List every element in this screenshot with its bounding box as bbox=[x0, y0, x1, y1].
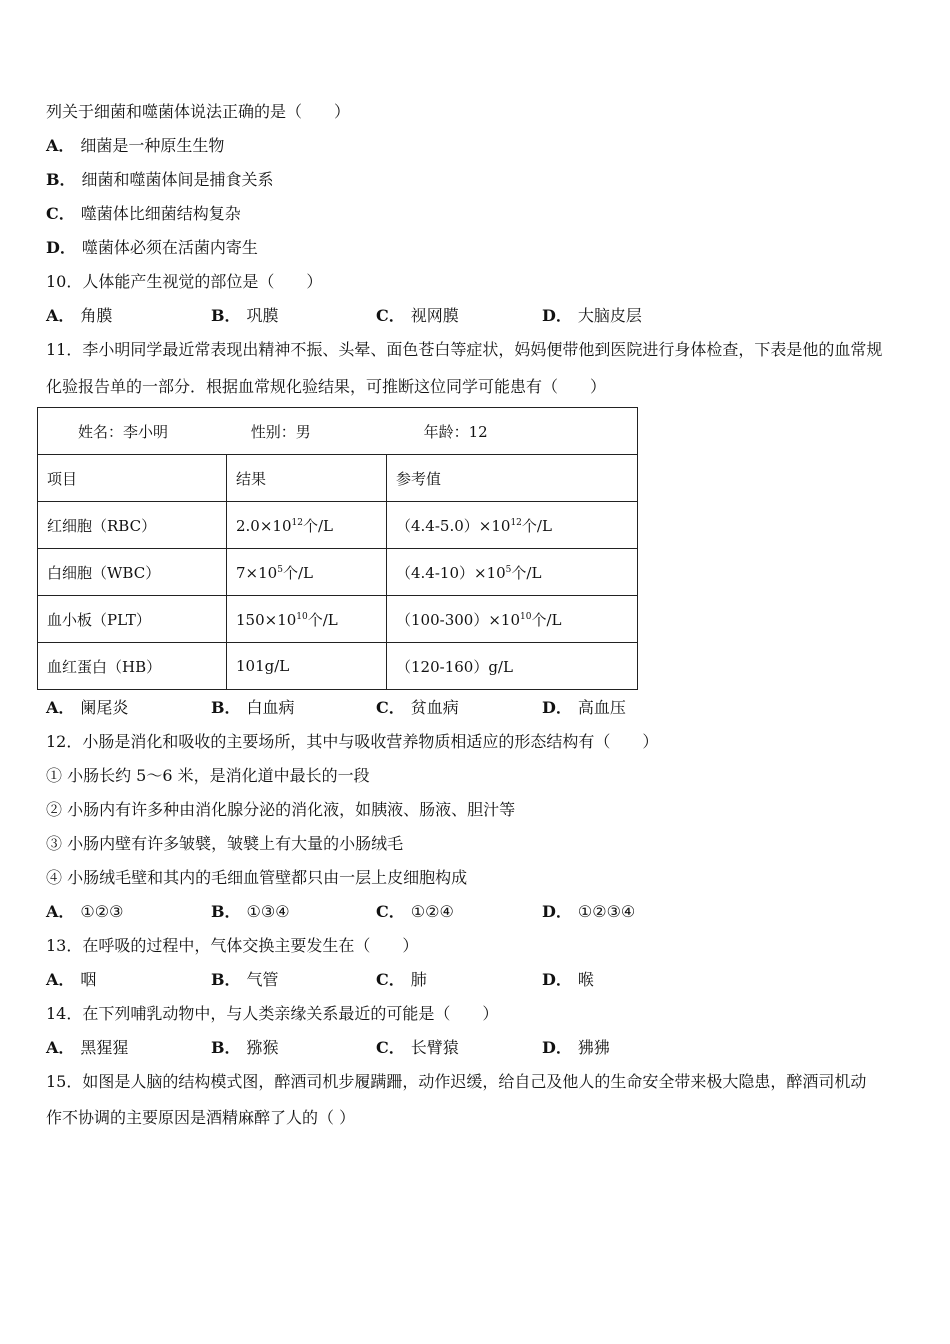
row-result: $150\times 10^{10}$个/L bbox=[227, 596, 387, 643]
row-result: $2.0\times 10^{12}$个/L bbox=[227, 502, 387, 549]
row-item: 血小板（PLT） bbox=[38, 596, 227, 643]
col-header-result: 结果 bbox=[227, 455, 387, 502]
table-column-headers bbox=[38, 455, 638, 502]
report-header-row bbox=[38, 408, 638, 455]
q9-option-d: D． 噬菌体必须在活菌内寄生 bbox=[46, 238, 258, 257]
q14-option-d: D． 狒狒 bbox=[542, 1038, 610, 1057]
q14-option-b: B． 猕猴 bbox=[211, 1038, 279, 1057]
q10-option-c: C． 视网膜 bbox=[376, 306, 459, 325]
col-header-item: 项目 bbox=[38, 455, 227, 502]
q12-statement-1: ① 小肠长约 5～6 米，是消化道中最长的一段 bbox=[46, 766, 370, 785]
q13-option-a: A． 咽 bbox=[46, 970, 97, 989]
row-item: 白细胞（WBC） bbox=[38, 549, 227, 596]
q14-stem: 14．在下列哺乳动物中，与人类亲缘关系最近的可能是（ ） bbox=[46, 1004, 499, 1023]
q11-option-b: B． 白血病 bbox=[211, 698, 295, 717]
q11-stem-line1: 11．李小明同学最近常表现出精神不振、头晕、面色苍白等症状，妈妈便带他到医院进行身体检查，下表是他的血常规 bbox=[46, 340, 883, 359]
patient-name: 姓名：李小明 bbox=[78, 422, 169, 441]
row-item: 血红蛋白（HB） bbox=[38, 643, 227, 690]
q13-option-b: B． 气管 bbox=[211, 970, 279, 989]
row-reference: $(100-300)\times 10^{10}$个/L bbox=[387, 596, 638, 643]
q11-option-d: D． 高血压 bbox=[542, 698, 626, 717]
q12-stem: 12．小肠是消化和吸收的主要场所，其中与吸收营养物质相适应的形态结构有（ ） bbox=[46, 732, 659, 751]
q12-option-a: A． ①②③ bbox=[46, 902, 124, 921]
row-result: 101g/L bbox=[227, 643, 387, 690]
blood-report-table bbox=[37, 407, 638, 690]
q10-stem: 10．人体能产生视觉的部位是（ ） bbox=[46, 272, 323, 291]
q12-statement-3: ③ 小肠内壁有许多皱襞，皱襞上有大量的小肠绒毛 bbox=[46, 834, 404, 853]
q12-statement-4: ④ 小肠绒毛壁和其内的毛细血管壁都只由一层上皮细胞构成 bbox=[46, 868, 468, 887]
q14-option-c: C． 长臂猿 bbox=[376, 1038, 459, 1057]
q9-option-a: A． 细菌是一种原生生物 bbox=[46, 136, 225, 155]
q13-stem: 13．在呼吸的过程中，气体交换主要发生在（ ） bbox=[46, 936, 419, 955]
q15-stem-line2: 作不协调的主要原因是酒精麻醉了人的（ ） bbox=[46, 1108, 356, 1127]
q9-stem: 列关于细菌和噬菌体说法正确的是（ ） bbox=[46, 102, 351, 121]
q10-option-b: B． 巩膜 bbox=[211, 306, 279, 325]
table-row bbox=[38, 549, 638, 596]
row-reference: $(4.4-5.0)\times 10^{12}$个/L bbox=[387, 502, 638, 549]
q13-option-d: D． 喉 bbox=[542, 970, 594, 989]
q15-stem-line1: 15．如图是人脑的结构模式图，醉酒司机步履蹒跚，动作迟缓，给自己及他人的生命安全带来极大隐患，醉酒司机动 bbox=[46, 1072, 867, 1091]
q10-option-d: D． 大脑皮层 bbox=[542, 306, 642, 325]
col-header-reference: 参考值 bbox=[387, 455, 638, 502]
q9-option-b: B． 细菌和噬菌体间是捕食关系 bbox=[46, 170, 274, 189]
q12-option-d: D． ①②③④ bbox=[542, 902, 636, 921]
q12-option-c: C． ①②④ bbox=[376, 902, 454, 921]
q14-option-a: A． 黑猩猩 bbox=[46, 1038, 129, 1057]
q11-option-c: C． 贫血病 bbox=[376, 698, 459, 717]
table-row bbox=[38, 596, 638, 643]
q12-statement-2: ② 小肠内有许多种由消化腺分泌的消化液，如胰液、肠液、胆汁等 bbox=[46, 800, 516, 819]
q12-option-b: B． ①③④ bbox=[211, 902, 290, 921]
table-row bbox=[38, 502, 638, 549]
q9-option-c: C． 噬菌体比细菌结构复杂 bbox=[46, 204, 241, 223]
patient-gender: 性别：男 bbox=[250, 422, 311, 441]
row-reference: $(4.4-10)\times 10^5$个/L bbox=[387, 549, 638, 596]
patient-age: 年龄：12 bbox=[423, 422, 488, 441]
q13-option-c: C． 肺 bbox=[376, 970, 427, 989]
row-item: 红细胞（RBC） bbox=[38, 502, 227, 549]
table-row bbox=[38, 643, 638, 690]
q11-option-a: A． 阑尾炎 bbox=[46, 698, 129, 717]
row-result: $7\times 10^5$个/L bbox=[227, 549, 387, 596]
q10-option-a: A． 角膜 bbox=[46, 306, 113, 325]
q11-stem-line2: 化验报告单的一部分．根据血常规化验结果，可推断这位同学可能患有（ ） bbox=[46, 377, 607, 396]
row-reference: （120-160）g/L bbox=[387, 643, 638, 690]
